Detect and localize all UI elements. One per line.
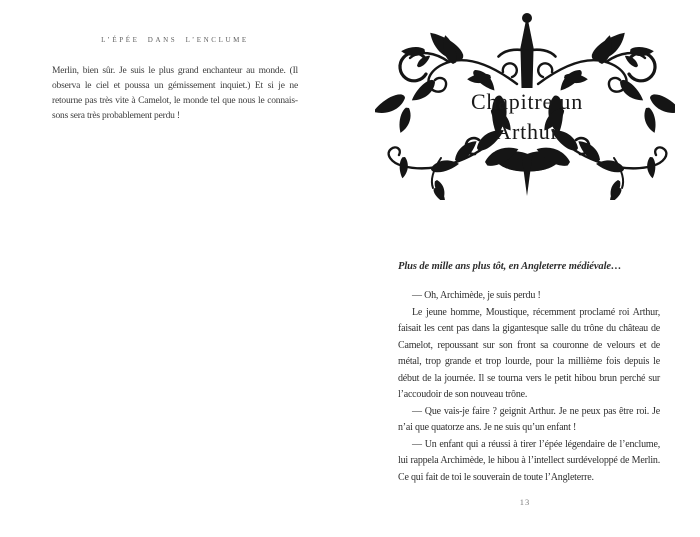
epigraph: Plus de mille ans plus tôt, en Angleterre médiévale… bbox=[398, 261, 622, 272]
chapter-title: Arthur bbox=[495, 119, 559, 144]
paragraph-dialogue-3: — Un enfant qui a réussi à tirer l’épée légendaire de l’enclume, lui rappela Archimède, le hibou à l’intellect surdéveloppé de Merlin. Ce qui fait de toi le souverain de toute l’Angleterre. bbox=[398, 438, 660, 483]
left-page-paragraph: Merlin, bien sûr. Je suis le plus grand enchanteur au monde. (Il observa le ciel et poussa un gémissement inquiet.) Et si je ne retourne pas très vite à Camelot, le monde tel que nous le connaissons sera très probablement perdu ! bbox=[52, 66, 298, 121]
right-page bbox=[350, 0, 700, 537]
paragraph-narration: Le jeune homme, Moustique, récemment proclamé roi Arthur, faisait les cent pas dans la gigantesque salle du trône du château de Camelot, repoussant sur son front sa couronne de velours et de métal, trop grande et trop lourde, pour la millième fois depuis le début de la journée. Il se tourna vers le petit hibou brun perché sur l’accoudoir de son nouveau trône. bbox=[398, 306, 660, 400]
running-head: L’ÉPÉE DANS L’ENCLUME bbox=[101, 36, 249, 44]
page-number: 13 bbox=[519, 497, 531, 507]
paragraph-dialogue-2: — Que vais-je faire ? geignit Arthur. Je ne peux pas être roi. Je n’ai que quatorze ans. Je ne suis qu’un enfant ! bbox=[398, 405, 660, 433]
chapter-text bbox=[398, 288, 660, 486]
paragraph-dialogue-1: — Oh, Archimède, je suis perdu ! bbox=[412, 290, 541, 301]
chapter-number: Chapitre un bbox=[470, 89, 584, 114]
chapter-ornament bbox=[375, 10, 675, 200]
